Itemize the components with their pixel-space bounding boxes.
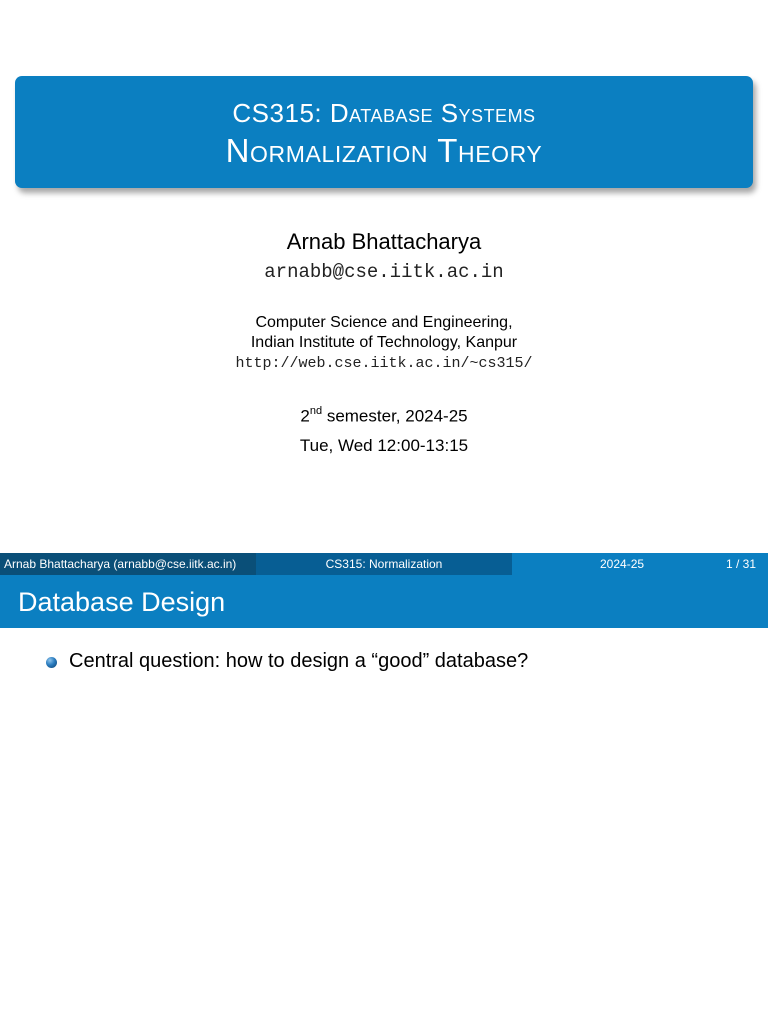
footer-short-title: CS315: Normalization [256, 553, 512, 575]
course-title: CS315: Database Systems [232, 98, 536, 128]
semester-number: 2 [300, 406, 310, 426]
footer-bar [0, 553, 768, 575]
bullet-ball-icon [46, 657, 57, 668]
bullet-text: Central question: how to design a “good” database? [69, 650, 529, 672]
department: Computer Science and Engineering, [255, 314, 513, 331]
page-number: 1 / 31 [725, 557, 756, 571]
author-email: arnabb@cse.iitk.ac.in [264, 261, 504, 283]
class-timing: Tue, Wed 12:00-13:15 [299, 436, 469, 455]
footer-author: Arnab Bhattacharya (arnabb@cse.iitk.ac.in) [0, 553, 256, 575]
footer-date: 2024-25 [600, 557, 645, 571]
topic-title: Normalization Theory [225, 132, 543, 169]
author-name: Arnab Bhattacharya [286, 229, 482, 254]
semester-text: semester, 2024-25 [322, 406, 468, 426]
institute: Indian Institute of Technology, Kanpur [250, 334, 518, 351]
slide-header [0, 575, 768, 628]
course-url: http://web.cse.iitk.ac.in/~cs315/ [235, 355, 533, 372]
semester-ordinal-suffix: nd [309, 405, 323, 417]
semester [0, 406, 768, 427]
footer-right [512, 553, 768, 575]
slide-title: Database Design [18, 587, 226, 617]
title-box [15, 76, 753, 188]
